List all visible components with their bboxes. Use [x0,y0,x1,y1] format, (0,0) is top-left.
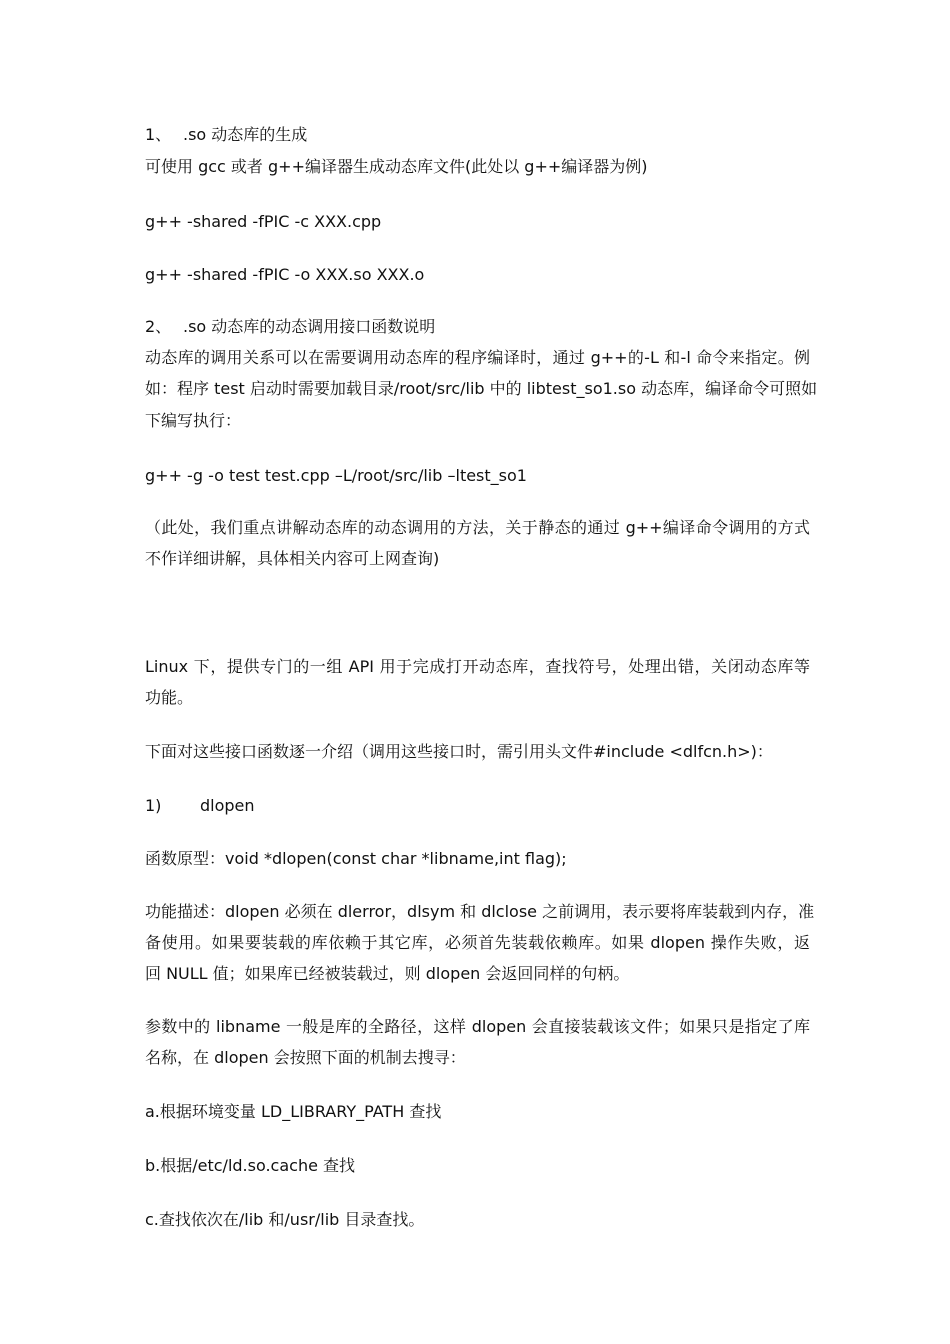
section-1-intro: 可使用 gcc 或者 g++编译器生成动态库文件(此处以 g++编译器为例) [145,157,648,176]
section-1-number: 1、 [145,125,172,144]
section-2-para-line: 动态库的调用关系可以在需要调用动态库的程序编译时，通过 g++的-L 和-l 命令来指定。例 [145,348,810,367]
dlopen-desc-line: 功能描述：dlopen 必须在 dlerror，dlsym 和 dlclose 之前调用，表示要将库装载到内存，准 [145,902,815,921]
dlopen-title: dlopen [200,796,255,815]
link-command: g++ -g -o test test.cpp –L/root/src/lib –ltest_so1 [145,466,527,485]
note-line: 不作详细讲解，具体相关内容可上网查询) [145,549,440,568]
section-2-title: .so 动态库的动态调用接口函数说明 [183,317,436,336]
section-1-heading [145,124,810,146]
compile-command-2: g++ -shared -fPIC -o XXX.so XXX.o [145,265,425,284]
search-rule-c: c.查找依次在/lib 和/usr/lib 目录查找。 [145,1210,425,1229]
dlopen-number: 1) [145,796,162,815]
search-rule-b: b.根据/etc/ld.so.cache 查找 [145,1156,356,1175]
dlopen-param-line: 参数中的 libname 一般是库的全路径，这样 dlopen 会直接装载该文件；如果只是指定了库 [145,1017,810,1036]
section-1-title: .so 动态库的生成 [183,125,308,144]
note-line: （此处，我们重点讲解动态库的动态调用的方法，关于静态的通过 g++编译命令调用的方式 [145,518,810,537]
dlopen-prototype: 函数原型：void *dlopen(const char *libname,int flag); [145,849,567,868]
section-2-heading [145,316,810,338]
section-2-para-line: 如：程序 test 启动时需要加载目录/root/src/lib 中的 libtest_so1.so 动态库，编译命令可照如 [145,379,818,398]
search-rule-a: a.根据环境变量 LD_LIBRARY_PATH 查找 [145,1102,442,1121]
section-2-para-line: 下编写执行： [145,411,242,430]
compile-command-1: g++ -shared -fPIC -c XXX.cpp [145,212,382,231]
linux-api-line: Linux 下，提供专门的一组 API 用于完成打开动态库，查找符号，处理出错，关闭动态库等 [145,657,810,676]
dlopen-param-line: 名称，在 dlopen 会按照下面的机制去搜寻： [145,1048,466,1067]
linux-api-line: 功能。 [145,688,194,707]
dlopen-heading [145,795,810,817]
dlopen-desc-line: 备使用。如果要装载的库依赖于其它库，必须首先装载依赖库。如果 dlopen 操作失败，返 [145,933,810,952]
dlopen-desc-line: 回 NULL 值；如果库已经被装载过，则 dlopen 会返回同样的句柄。 [145,964,630,983]
api-intro: 下面对这些接口函数逐一介绍（调用这些接口时，需引用头文件#include <dlfcn.h>)： [145,742,773,761]
section-2-number: 2、 [145,317,172,336]
